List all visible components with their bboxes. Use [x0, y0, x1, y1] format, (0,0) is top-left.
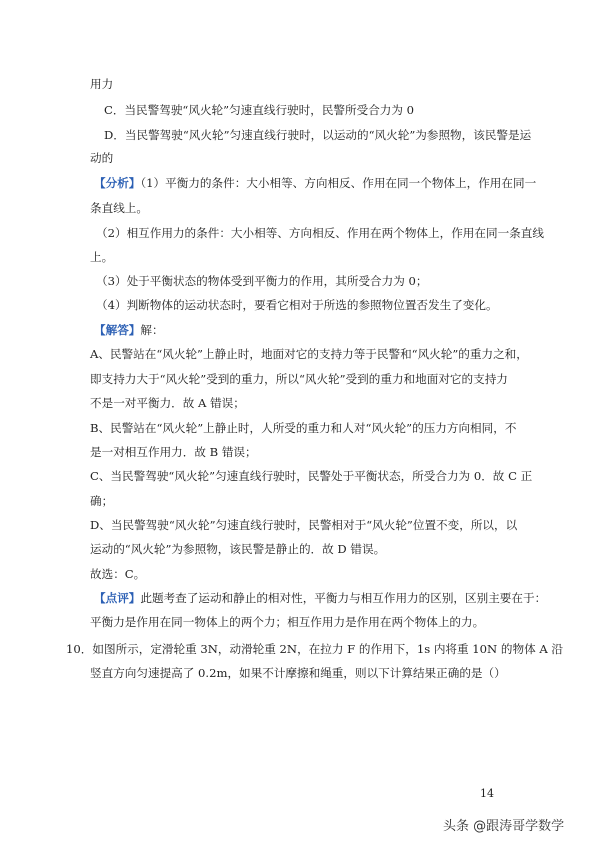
- final-choice: 故选：C。: [90, 567, 146, 581]
- solution-text: 解：: [140, 323, 164, 337]
- option-c: C．当民警驾驶“风火轮”匀速直线行驶时，民警所受合力为 0: [104, 103, 415, 117]
- page-number: 14: [480, 787, 494, 800]
- text-line: 确；: [90, 494, 114, 508]
- option-d: D．当民警驾驶“风火轮”匀速直线行驶时，以运动的“风火轮”为参照物，该民警是运: [104, 128, 532, 142]
- question-10: 10．如图所示，定滑轮重 3N，动滑轮重 2N，在拉力 F 的作用下，1s 内将重 10N 的物体 A 沿: [66, 642, 564, 656]
- solution-line: [94, 322, 164, 338]
- text-line: 即支持力大于“风火轮”受到的重力，所以“风火轮”受到的重力和地面对它的支持力: [90, 372, 508, 386]
- text-line: 动的: [90, 151, 114, 165]
- watermark: 头条 @跟涛哥学数学: [443, 819, 565, 834]
- text-line: 不是一对平衡力．故 A 错误；: [90, 396, 245, 410]
- answer-d: D、当民警驾驶“风火轮”匀速直线行驶时，民警相对于“风火轮”位置不变，所以，以: [90, 518, 518, 532]
- text-line: 是一对相互作用力．故 B 错误；: [90, 445, 257, 459]
- analysis-text: （1）平衡力的条件：大小相等、方向相反、作用在同一个物体上，作用在同一: [140, 176, 537, 190]
- answer-c: C、当民警驾驶“风火轮”匀速直线行驶时，民警处于平衡状态，所受合力为 0．故 C 正: [90, 469, 533, 483]
- text-line: （2）相互作用力的条件：大小相等、方向相反、作用在两个物体上，作用在同一条直线: [96, 226, 544, 240]
- comment-text: 此题考查了运动和静止的相对性，平衡力与相互作用力的区别，区别主要在于：: [140, 591, 547, 605]
- comment-line: [94, 590, 546, 606]
- analysis-tag: 【分析】: [94, 176, 141, 190]
- text-line: 运动的“风火轮”为参照物，该民警是静止的．故 D 错误。: [90, 542, 386, 556]
- text-line: 条直线上。: [90, 201, 148, 215]
- text-line: （4）判断物体的运动状态时，要看它相对于所选的参照物位置否发生了变化。: [96, 298, 498, 312]
- answer-a: A、民警站在“风火轮”上静止时，地面对它的支持力等于民警和“风火轮”的重力之和，: [90, 347, 528, 361]
- analysis-line: [94, 175, 536, 191]
- solution-tag: 【解答】: [94, 323, 141, 337]
- text-line: 用力: [90, 77, 114, 91]
- text-line: 上。: [90, 250, 114, 264]
- text-line: 平衡力是作用在同一物体上的两个力；相互作用力是作用在两个物体上的力。: [90, 615, 485, 629]
- comment-tag: 【点评】: [94, 591, 141, 605]
- text-line: （3）处于平衡状态的物体受到平衡力的作用，其所受合力为 0；: [96, 274, 428, 288]
- text-line: 竖直方向匀速提高了 0.2m，如果不计摩擦和绳重，则以下计算结果正确的是（）: [90, 666, 506, 680]
- answer-b: B、民警站在“风火轮”上静止时，人所受的重力和人对“风火轮”的压力方向相同，不: [90, 421, 517, 435]
